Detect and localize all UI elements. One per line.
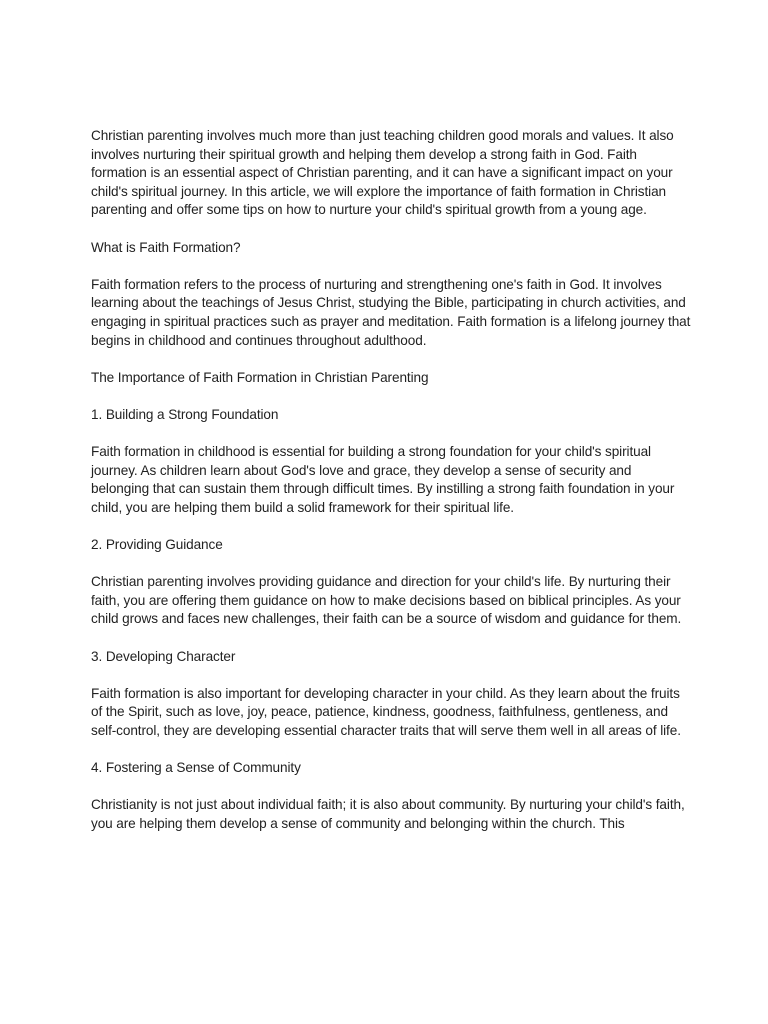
heading-importance: The Importance of Faith Formation in Christian Parenting	[91, 369, 429, 385]
article-body	[91, 127, 691, 852]
section-heading-building-foundation: 1. Building a Strong Foundation	[91, 406, 279, 422]
section-heading-providing-guidance: 2. Providing Guidance	[91, 537, 223, 553]
section-heading-fostering-community: 4. Fostering a Sense of Community	[91, 760, 301, 776]
heading-what-is-faith-formation: What is Faith Formation?	[91, 239, 241, 255]
section-body-fostering-community: Christianity is not just about individual faith; it is also about community. By nurturing your child's faith, you are helping them develop a sense of community and belonging within the church. This	[91, 797, 685, 831]
section-heading-developing-character: 3. Developing Character	[91, 648, 236, 664]
intro-paragraph: Christian parenting involves much more than just teaching children good morals and values. It also involves nurturing their spiritual growth and helping them develop a strong faith in God. Faith formation is an essential aspect of Christian parenting, and it can have a significant impact on your child's spiritual journey. In this article, we will explore the importance of faith formation in Christian parenting and offer some tips on how to nurture your child's spiritual growth from a young age.	[91, 128, 674, 218]
section-body-providing-guidance: Christian parenting involves providing guidance and direction for your child's life. By nurturing their faith, you are offering them guidance on how to make decisions based on biblical principles. As your child grows and faces new challenges, their faith can be a source of wisdom and guidance for them.	[91, 574, 682, 627]
section-body-building-foundation: Faith formation in childhood is essential for building a strong foundation for your child's spiritual journey. As children learn about God's love and grace, they develop a sense of security and belonging that can sustain them through difficult times. By instilling a strong faith foundation in your child, you are helping them build a solid framework for their spiritual life.	[91, 444, 675, 515]
what-is-faith-formation-paragraph: Faith formation refers to the process of nurturing and strengthening one's faith in God. It involves learning about the teachings of Jesus Christ, studying the Bible, participating in church activities, and engaging in spiritual practices such as prayer and meditation. Faith formation is a lifelong journey that begins in childhood and continues throughout adulthood.	[91, 276, 691, 348]
section-body-developing-character: Faith formation is also important for developing character in your child. As they learn about the fruits of the Spirit, such as love, joy, peace, patience, kindness, goodness, faithfulness, gentleness, and self-control, they are developing essential character traits that will serve them well in all areas of life.	[91, 685, 681, 738]
